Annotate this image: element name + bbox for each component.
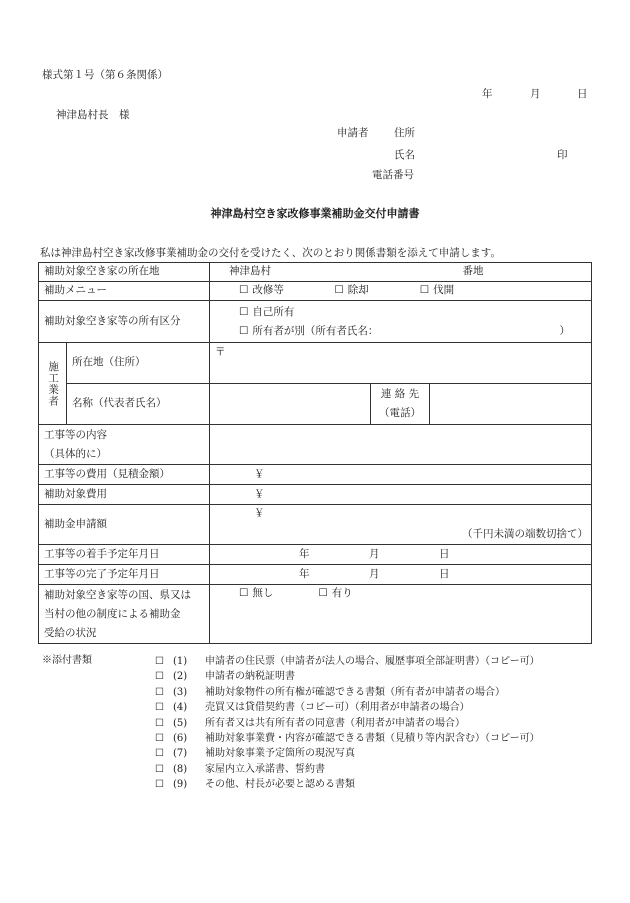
attachment-item: ☐ (1) 申請者の住民票（申請者が法人の場合、履歴事項全部証明書）（コピー可） — [155, 654, 540, 669]
work-content-label: 工事等の内容 — [44, 428, 107, 441]
applicant-phone-label: 電話番号 — [372, 169, 414, 181]
intro-text: 私は神津島村空き家改修事業補助金の交付を受けたく、次のとおり関係書類を添えて申請します。 — [40, 247, 501, 259]
checkbox-icon[interactable]: ☐ — [419, 284, 430, 297]
contractor-address-label: 所在地（住所） — [67, 343, 210, 384]
rounding-note: （千円未満の端数切捨て） — [462, 528, 589, 541]
yen-sign: ￥ — [254, 467, 265, 480]
end-date-label: 工事等の完了予定年月日 — [39, 565, 210, 585]
request-amount-field[interactable] — [210, 505, 592, 545]
request-amount-label: 補助金申請額 — [39, 505, 210, 545]
checkbox-icon[interactable]: ☐ — [239, 305, 249, 318]
end-date-field[interactable]: 年 月 日 — [210, 565, 592, 585]
checkbox-icon[interactable]: ☐ — [155, 748, 164, 760]
attachments-label: ※添付書類 — [42, 655, 92, 666]
ownership-other[interactable]: ☐ 所有者が別（所有者氏名： ） — [239, 322, 586, 341]
application-form-table — [38, 262, 592, 644]
checkbox-icon[interactable]: ☐ — [155, 717, 164, 729]
checkbox-icon[interactable]: ☐ — [318, 587, 328, 599]
row-contractor-address — [39, 343, 592, 384]
checkbox-icon[interactable]: ☐ — [239, 587, 249, 599]
checkbox-icon[interactable]: ☐ — [334, 284, 344, 297]
checkbox-icon[interactable]: ☐ — [239, 324, 249, 337]
checkbox-icon[interactable]: ☐ — [155, 779, 164, 791]
yen-sign: ￥ — [254, 487, 265, 500]
row-contractor-name — [39, 384, 592, 425]
document-title: 神津島村空き家改修事業補助金交付申請書 — [210, 207, 420, 220]
row-ownership — [39, 301, 592, 343]
menu-option-clear[interactable]: ☐ 伐開 — [419, 284, 455, 297]
start-date-field[interactable]: 年 月 日 — [210, 545, 592, 565]
menu-option-renovate[interactable]: ☐ 改修等 — [239, 284, 284, 297]
date-month: 月 — [530, 88, 541, 100]
applicant-name-label: 氏名 — [394, 149, 415, 161]
menu-options — [210, 282, 592, 301]
subsidy-cost-field[interactable] — [210, 485, 592, 505]
row-menu — [39, 282, 592, 301]
attachment-item: ☐ (3) 補助対象物件の所有権が確認できる書類（所有者が申請者の場合） — [155, 685, 540, 700]
addressee: 神津島村長 様 — [56, 109, 130, 121]
row-location — [39, 263, 592, 282]
checkbox-icon[interactable]: ☐ — [155, 671, 164, 683]
attachment-item: ☐ (2) 申請者の納税証明書 — [155, 669, 540, 684]
work-content-label-cell — [39, 425, 210, 465]
yen-sign: ￥ — [254, 507, 265, 519]
contractor-label: 施工業者 — [39, 343, 67, 425]
row-subsidy-cost — [39, 485, 592, 505]
contractor-address-field[interactable] — [210, 343, 592, 384]
checkbox-icon[interactable]: ☐ — [155, 686, 164, 698]
attachment-item: ☐ (7) 補助対象事業予定箇所の現況写真 — [155, 746, 540, 761]
checkbox-icon[interactable]: ☐ — [155, 763, 164, 775]
row-end-date — [39, 565, 592, 585]
ownership-close-paren: ） — [559, 324, 571, 337]
work-cost-label: 工事等の費用（見積金額） — [39, 465, 210, 485]
contact-field[interactable] — [430, 384, 592, 425]
work-content-sub: （具体的に） — [44, 447, 107, 460]
attachments-list — [155, 654, 540, 793]
row-work-cost — [39, 465, 592, 485]
row-other-subsidy — [39, 585, 592, 644]
contact-label: 連 絡 先 — [380, 388, 420, 400]
seal-mark: 印 — [557, 149, 568, 161]
location-village: 神津島村 — [229, 265, 271, 278]
contact-label-cell — [371, 384, 430, 425]
attachment-item: ☐ (5) 所有者又は共有所有者の同意書（利用者が申請者の場合） — [155, 716, 540, 731]
other-subsidy-none[interactable]: ☐ 無し — [239, 587, 274, 599]
start-date-label: 工事等の着手予定年月日 — [39, 545, 210, 565]
checkbox-icon[interactable]: ☐ — [155, 733, 164, 745]
attachment-item: ☐ (4) 売買又は貸借契約書（コピー可）（利用者が申請者の場合） — [155, 700, 540, 715]
other-subsidy-exists[interactable]: ☐ 有り — [318, 587, 353, 599]
checkbox-icon[interactable]: ☐ — [155, 656, 164, 667]
menu-option-demolish[interactable]: ☐ 除却 — [334, 284, 369, 297]
applicant-address-label: 住所 — [394, 127, 415, 139]
ownership-options — [210, 301, 592, 343]
row-work-content — [39, 425, 592, 465]
date-day: 日 — [577, 88, 588, 100]
checkbox-icon[interactable]: ☐ — [155, 702, 164, 714]
work-cost-field[interactable] — [210, 465, 592, 485]
contractor-name-label: 名称（代表者氏名） — [67, 384, 210, 425]
postal-mark: 〒 — [215, 346, 226, 358]
checkbox-icon[interactable]: ☐ — [239, 284, 249, 297]
form-number: 様式第１号（第６条関係） — [42, 69, 168, 81]
other-subsidy-options — [210, 585, 592, 644]
attachment-item: ☐ (9) その他、村長が必要と認める書類 — [155, 777, 540, 792]
contact-sub: （電話） — [379, 407, 421, 419]
location-label: 補助対象空き家の所在地 — [39, 263, 210, 282]
location-banchi: 番地 — [462, 265, 484, 278]
ownership-self[interactable]: ☐ 自己所有 — [239, 303, 586, 322]
attachment-item: ☐ (6) 補助対象事業費・内容が確認できる書類（見積り等内訳含む）（コピー可） — [155, 731, 540, 746]
row-start-date — [39, 545, 592, 565]
work-content-field[interactable] — [210, 425, 592, 465]
attachment-item: ☐ (8) 家屋内立入承諾書、誓約書 — [155, 762, 540, 777]
row-request-amount — [39, 505, 592, 545]
location-field[interactable] — [210, 263, 592, 282]
ownership-label: 補助対象空き家等の所有区分 — [39, 301, 210, 343]
date-year: 年 — [482, 88, 493, 100]
applicant-label: 申請者 — [337, 127, 369, 139]
subsidy-cost-label: 補助対象費用 — [39, 485, 210, 505]
menu-label: 補助メニュー — [39, 282, 210, 301]
other-subsidy-label-cell: 補助対象空き家等の国、県又は 当村の他の制度による補助金 受給の状況 — [39, 585, 210, 644]
contractor-name-field[interactable] — [210, 384, 371, 425]
